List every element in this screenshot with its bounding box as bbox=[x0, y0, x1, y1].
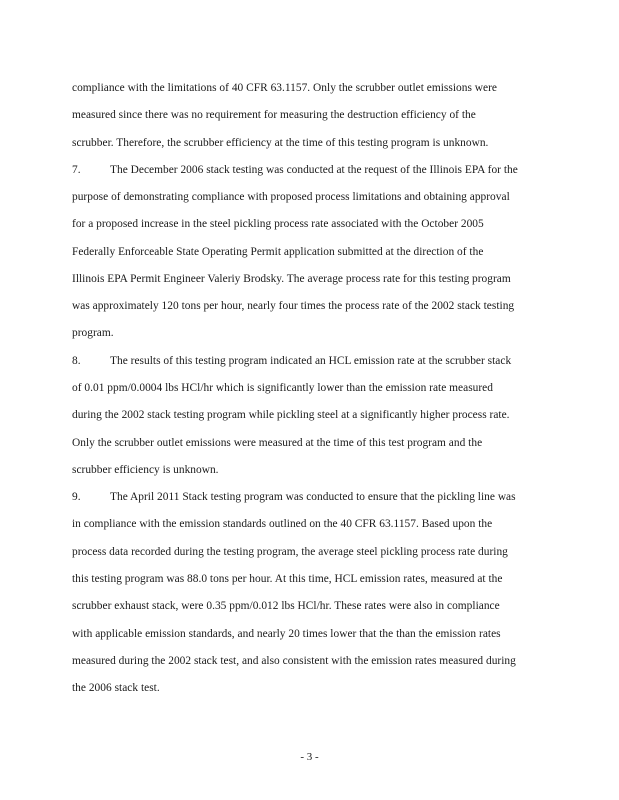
paragraph-7-first-line bbox=[72, 163, 518, 177]
text-line: scrubber. Therefore, the scrubber efficiency at the time of this testing program is unknown. bbox=[72, 137, 489, 149]
paragraph-number: 9. bbox=[72, 491, 81, 503]
text-line: Federally Enforceable State Operating Permit application submitted at the direction of the bbox=[72, 246, 484, 258]
text-line: this testing program was 88.0 tons per hour. At this time, HCL emission rates, measured at the bbox=[72, 573, 503, 585]
text-line: of 0.01 ppm/0.0004 lbs HCl/hr which is significantly lower than the emission rate measured bbox=[72, 382, 493, 394]
text-line: measured during the 2002 stack test, and also consistent with the emission rates measured during bbox=[72, 655, 516, 667]
text-line: scrubber efficiency is unknown. bbox=[72, 464, 219, 476]
text-line: The results of this testing program indicated an HCL emission rate at the scrubber stack bbox=[110, 355, 512, 367]
text-line: was approximately 120 tons per hour, nearly four times the process rate of the 2002 stack testing bbox=[72, 300, 515, 312]
paragraph-8-first-line bbox=[72, 354, 511, 368]
text-line: program. bbox=[72, 327, 114, 339]
text-line: with applicable emission standards, and nearly 20 times lower that the than the emission rates bbox=[72, 628, 501, 640]
text-line: The December 2006 stack testing was conducted at the request of the Illinois EPA for the bbox=[110, 164, 518, 176]
paragraph-9-first-line bbox=[72, 490, 516, 504]
text-line: The April 2011 Stack testing program was conducted to ensure that the pickling line was bbox=[110, 491, 516, 503]
text-line: Illinois EPA Permit Engineer Valeriy Brodsky. The average process rate for this testing program bbox=[72, 273, 511, 285]
text-line: in compliance with the emission standards outlined on the 40 CFR 63.1157. Based upon the bbox=[72, 518, 493, 530]
text-line: compliance with the limitations of 40 CFR 63.1157. Only the scrubber outlet emissions were bbox=[72, 82, 497, 94]
text-line: measured since there was no requirement for measuring the destruction efficiency of the bbox=[72, 109, 476, 121]
page-number: - 3 - bbox=[300, 751, 319, 763]
text-line: Only the scrubber outlet emissions were measured at the time of this test program and the bbox=[72, 437, 483, 449]
paragraph-number: 8. bbox=[72, 355, 81, 367]
text-line: scrubber exhaust stack, were 0.35 ppm/0.012 lbs HCl/hr. These rates were also in compliance bbox=[72, 600, 500, 612]
text-line: process data recorded during the testing program, the average steel pickling process rate during bbox=[72, 546, 508, 558]
text-line: during the 2002 stack testing program while pickling steel at a significantly higher process rate. bbox=[72, 409, 510, 421]
paragraph-number: 7. bbox=[72, 164, 81, 176]
text-line: for a proposed increase in the steel pickling process rate associated with the October 2005 bbox=[72, 218, 484, 230]
text-line: purpose of demonstrating compliance with proposed process limitations and obtaining approval bbox=[72, 191, 510, 203]
text-line: the 2006 stack test. bbox=[72, 682, 160, 694]
